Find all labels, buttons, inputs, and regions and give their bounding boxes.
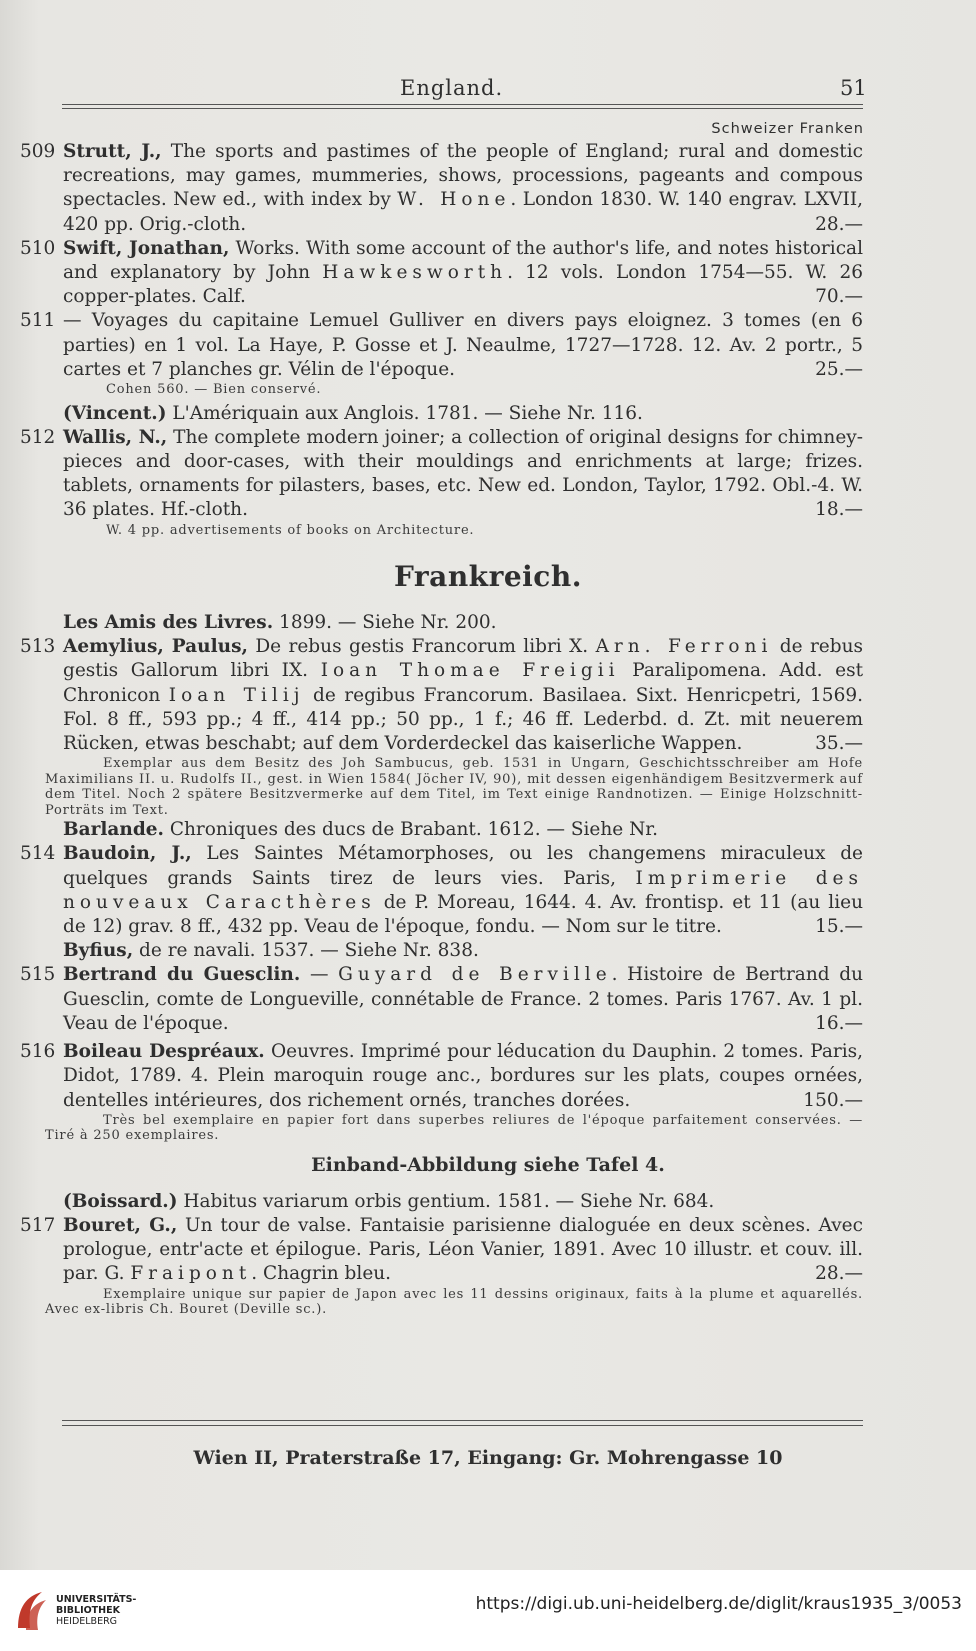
catalog-entry [0,426,863,523]
entry-text: L'Amériquain aux Anglois. 1781. — Siehe Nr. 116. [166,402,643,424]
catalog-entry [0,635,863,756]
entry-author: (Boissard.) [63,1190,178,1212]
entry-number: 516 [20,1041,56,1063]
entry-author: Bertrand du Guesclin. [63,964,301,986]
page-number: 51 [840,76,867,100]
entry-text: Habitus variarum orbis gentium. 1581. — Siehe Nr. 684. [177,1190,715,1212]
entry-spaced-name: Ioan Tilij [168,684,305,706]
entry-price: 28.— [815,213,863,235]
entry-text: De rebus gestis Francorum libri X. [247,636,596,658]
entry-spaced-name: Imprimerie des nouveaux Caracthères [63,867,863,913]
entry-text: de re navali. 1537. — Siehe Nr. 838. [133,940,479,962]
entry-number: 512 [20,426,56,448]
entry-text: Oeuvres. Imprimé pour léducation du Dauphin. 2 tomes. Paris, Didot, 1789. 4. Plein maroquin rouge anc., bordures sur les plats, coupes ornées, dentelles intérieures, dos richement ornés, tranches dorées. [63,1041,863,1111]
footer-address: Wien II, Praterstraße 17, Eingang: Gr. Mohrengasse 10 [193,1447,783,1469]
header-rule [62,104,863,105]
viewer-footer [0,1570,976,1651]
entry-text-cont: Paralipomena. Add. est Chronicon [63,660,863,706]
entry-number: 509 [20,141,56,162]
library-name [56,1594,136,1627]
entry-text-cont: de P. Moreau, 1644. 4. Av. frontisp. et 11 (au lieu de 12) grav. 8 ff., 432 pp. Veau de l'époque, fondu. — Nom sur le titre. [63,891,863,938]
entry-text-cont: . Histoire de Bertrand du Guesclin, comte de Longueville, connétable de France. 2 tomes. Paris 1767. Av. 1 pl. Veau de l'époque. [63,964,863,1034]
cross-reference [0,611,863,635]
entry-price: 18.— [815,499,863,521]
entry-price: 16.— [815,1012,863,1034]
entry-number: 514 [20,843,56,865]
entry-price: 15.— [815,916,863,938]
entry-author: Aemylius, Paulus, [63,636,248,658]
entry-author: Les Amis des Livres. [63,612,274,634]
footer-rule [62,1420,863,1421]
library-name-line: BIBLIOTHEK [56,1605,120,1616]
entry-text: — [300,964,339,986]
entry-text: Chroniques des ducs de Brabant. 1612. — Siehe Nr. [163,819,658,841]
entry-text: 1899. — Siehe Nr. 200. [273,612,497,634]
entry-author: Wallis, N., [63,426,168,448]
running-title: England. [400,76,504,100]
catalog-entry [0,842,863,939]
entry-number: 517 [20,1214,56,1236]
entry-author: (Vincent.) [63,402,167,424]
catalog-entry [0,140,863,237]
entry-number: 510 [20,237,56,259]
entry-number: 513 [20,636,56,658]
catalog-entry [0,237,863,310]
catalog-entry [0,963,863,1036]
entry-price: 150.— [803,1089,863,1111]
plate-reference: Einband-Abbildung siehe Tafel 4. [311,1153,665,1176]
source-url-link[interactable]: https://digi.ub.uni-heidelberg.de/diglit/kraus1935_3/0053 [475,1594,962,1614]
entry-spaced-name: Ioan Thomae Freigii [320,660,620,682]
entry-text-cont: de regibus Francorum. Basilaea. Sixt. Henricpetri, 1569. Fol. 8 ff., 593 pp.; 4 ff., 414 pp.; 50 pp., 1 f.; 46 ff. Lederbd. d. Zt. mit neuerem Rücken, etwas beschabt; auf dem Vorderdeckel das kaiserliche Wappen. [63,684,863,755]
entry-text-cont: de rebus gestis Gallorum libri IX. [63,636,864,682]
entry-text: — Voyages du capitaine Lemuel Gulliver en divers pays eloignez. 3 tomes (en 6 parties) en 1 vol. La Haye, P. Gosse et J. Neaulme, 1727—1728. 12. Av. 2 portr., 5 cartes et 7 planches gr. Vélin de l'époque. [63,310,863,380]
entry-note: Cohen 560. — Bien conservé. [106,382,322,398]
entry-author: Swift, Jonathan, [63,237,230,259]
library-name-line: HEIDELBERG [56,1616,118,1627]
catalog-entry [0,309,863,382]
entry-number: 515 [20,964,56,986]
catalog-entry [0,1040,863,1113]
entry-author: Strutt, J., [63,141,162,162]
currency-label: Schweizer Franken [711,121,864,137]
entry-note: W. 4 pp. advertisements of books on Architecture. [106,522,475,538]
library-name-line: UNIVERSITÄTS- [56,1594,137,1605]
section-title: Frankreich. [394,560,582,594]
page-header [0,76,976,106]
library-logo-icon [12,1588,52,1634]
cross-reference [0,939,863,963]
entry-text: Les Saintes Métamorphoses, ou les changemens miraculeux de quelques grands Saints tirez de leurs vies. Paris, [63,843,863,889]
entry-text-cont: . London 1830. W. 140 engrav. LXVII, 420 pp. Orig.-cloth. [63,189,864,235]
entry-author: Boileau Despréaux. [63,1041,265,1063]
entry-author: Baudoin, J., [63,843,192,865]
entry-text-cont: . 12 vols. London 1754—55. W. 26 copper-plates. Calf. [63,262,863,308]
entry-text: The complete modern joiner; a collection of original designs for chimney-pieces and door-cases, with their mouldings and enrichments at large; frizes. tablets, ornaments for pilasters, bases, etc. New ed. London, Taylor, 1792. Obl.-4. W. 36 plates. Hf.-cloth. [63,426,863,521]
cross-reference [0,1190,863,1214]
entry-text: Works. With some account of the author's life, and notes historical and explanatory by John [63,237,863,284]
entry-spaced-name: W. Hone [397,189,511,211]
catalog-entry [0,1214,863,1287]
entry-author: Byfius, [63,940,134,962]
catalog-entries [0,140,976,1318]
entry-note: Exemplar aus dem Besitz des Joh Sambucus, geb. 1531 in Ungarn, Geschichtsschreiber am Hofe Maximilians II. u. Rudolfs II., gest. in Wien 1584( Jöcher IV, 90), mit dessen eigenhändigem Besitzvermerk auf dem Titel. Noch 2 spätere Besitzvermerke auf dem Titel, im Text einige Randnotizen. — Einige Holzschnitt-Porträts im Text. [45,756,863,818]
entry-number: 511 [20,310,56,332]
entry-text-cont: . Chagrin bleu. [251,1263,392,1285]
entry-spaced-name: Hawkesworth [322,262,508,284]
entry-spaced-name: Fraipont [130,1263,252,1285]
entry-note: Très bel exemplaire en papier fort dans superbes reliures de l'époque parfaitement conservées. — Tiré à 250 exemplaires. [45,1112,863,1144]
entry-spaced-name: Guyard de Berville [338,964,612,986]
entry-text: The sports and pastimes of the people of England; rural and domestic recreations, may games, mummeries, shows, processions, pageants and compous spectacles. New ed., with index by [63,141,863,211]
entry-text: Un tour de valse. Fantaisie parisienne dialoguée en deux scènes. Avec prologue, entr'acte et épilogue. Paris, Léon Vanier, 1891. Avec 10 illustr. et couv. ill. par. G. [63,1214,863,1285]
cross-reference [0,818,863,842]
entry-price: 35.— [815,733,863,755]
entry-note: Exemplaire unique sur papier de Japon avec les 11 dessins originaux, faits à la plume et aquarellés. Avec ex-libris Ch. Bouret (Deville sc.). [45,1286,863,1318]
entry-price: 28.— [815,1263,863,1285]
entry-spaced-name: Arn. Ferroni [595,636,773,658]
entry-author: Bouret, G., [63,1214,178,1236]
entry-price: 70.— [815,286,863,308]
cross-reference [0,402,863,426]
header-rule-2 [62,108,863,109]
entry-price: 25.— [815,358,863,380]
entry-author: Barlande. [63,819,164,841]
footer-rule-2 [62,1425,863,1426]
